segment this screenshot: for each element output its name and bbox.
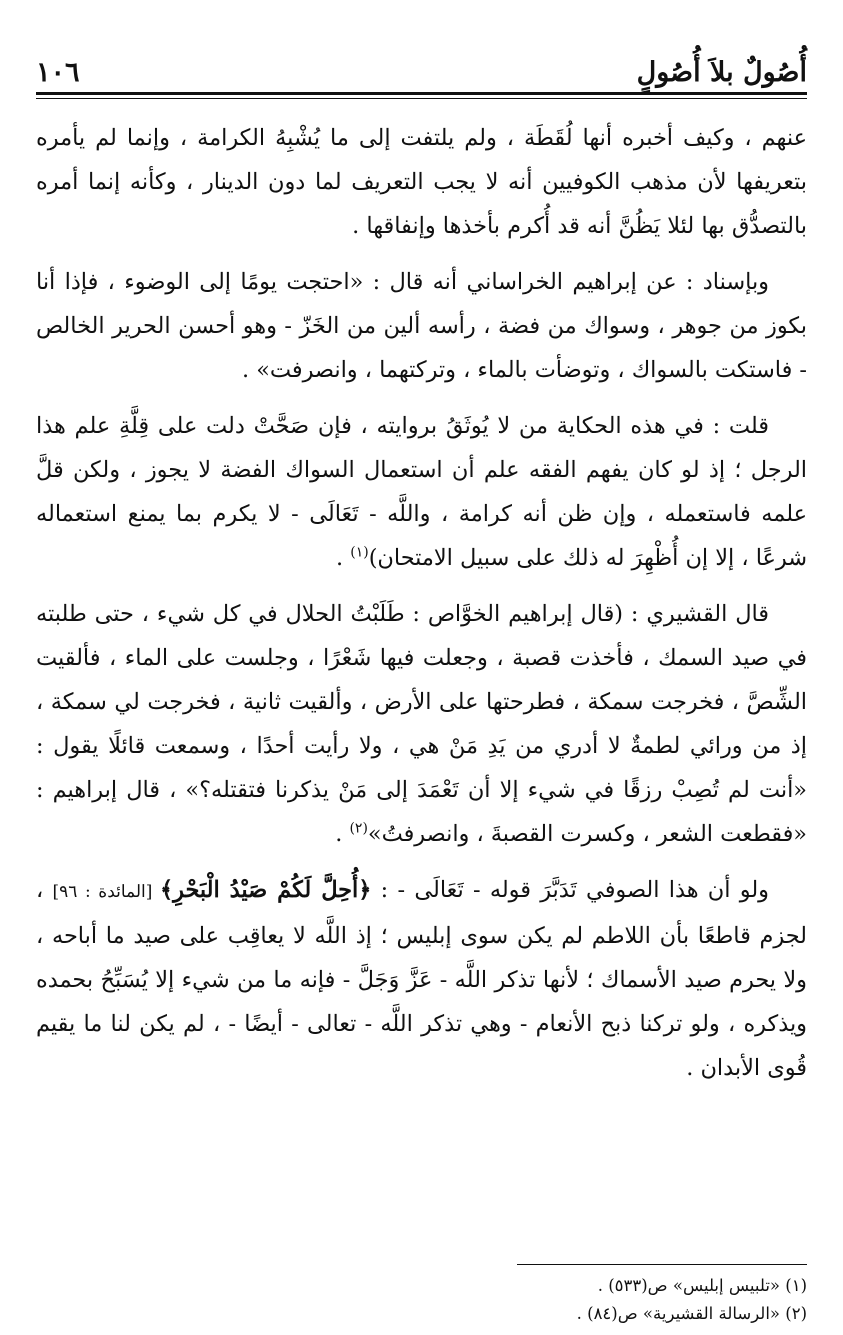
paragraph-3 xyxy=(36,404,807,580)
footnotes xyxy=(36,1272,807,1328)
paragraph-5-text-before: ولو أن هذا الصوفي تَدَبَّرَ قوله - تَعَالَى - : xyxy=(371,877,769,903)
footnote-separator xyxy=(517,1264,807,1265)
paragraph-5-text-after: ، لجزم قاطعًا بأن اللاطم لم يكن سوى إبليس ؛ إذ اللَّه لا يعاقِب على صيد ما أباحه ، ولا يحرم صيد الأسماك ؛ لأنها تذكر اللَّه - عَزَّ وَجَلَّ - فإنه ما من شيء إلا يُسَبِّحُ بحمده ويذكره ، ولو تركنا ذبح الأنعام - وهي تذكر اللَّه - تعالى - أيضًا - ، لم يكن لنا ما يقيم قُوى الأبدان . xyxy=(36,877,807,1081)
paragraph-3-text: قلت : في هذه الحكاية من لا يُوثَقُ بروايته ، فإن صَحَّتْ دلت على قِلَّةِ علم هذا الرجل ؛ إذ لو كان يفهم الفقه علم أن استعمال السواك الفضة لا يجوز ، ولكن قلَّ علمه فاستعمله ، وإن ظن أنه كرامة ، واللَّه - تَعَالَى - لا يكرم بما يمنع استعماله شرعًا ، إلا إن أُظْهِرَ له ذلك على سبيل الامتحان) xyxy=(36,413,807,571)
running-title: أُصُولٌ بلاَ أُصُولٍ xyxy=(636,57,807,88)
page-header xyxy=(36,40,807,88)
footnote-ref-1[interactable]: (١) xyxy=(350,544,369,561)
paragraph-1-text: عنهم ، وكيف أخبره أنها لُقَطَة ، ولم يلتفت إلى ما يُشْبِهُ الكرامة ، وإنما لم يأمره بتعريفها لأن مذهب الكوفيين أنه لا يجب التعريف لما دون الدينار ، وكأنه إنما أمره بالتصدُّق بها لئلا يَظُنَّ أنه قد أُكرم بأخذها وإنفاقها . xyxy=(36,125,807,239)
paragraph-4 xyxy=(36,592,807,856)
quran-verse: ﴿أُحِلَّ لَكُمْ صَيْدُ الْبَحْرِ﴾ xyxy=(159,877,372,903)
paragraph-2 xyxy=(36,260,807,392)
paragraph-5 xyxy=(36,868,807,1090)
paragraph-2-text: وبإسناد : عن إبراهيم الخراساني أنه قال : «احتجت يومًا إلى الوضوء ، فإذا أنا بكوز من جوهر ، وسواك من فضة ، رأسه ألين من الخَزّ - وهو أحسن الحرير الخالص - فاستكت بالسواك ، وتوضأت بالماء ، وتركتهما ، وانصرفت» . xyxy=(36,269,807,383)
page-number: ١٠٦ xyxy=(36,57,80,88)
paragraph-1 xyxy=(36,116,807,248)
footnote-1: (١) «تلبيس إبليس» ص(٥٣٣) . xyxy=(597,1276,807,1295)
footnote-2: (٢) «الرسالة القشيرية» ص(٨٤) . xyxy=(576,1304,807,1323)
header-rule-thick xyxy=(36,92,807,95)
header-rule-thin xyxy=(36,98,807,99)
surah-reference: [المائدة : ٩٦] xyxy=(52,882,160,902)
paragraph-4-tail: . xyxy=(335,821,350,847)
body-text xyxy=(36,116,807,1096)
paragraph-4-text: قال القشيري : (قال إبراهيم الخوَّاص : طَلَبْتُ الحلال في كل شيء ، حتى طلبته في صيد السمك ، فأخذت قصبة ، وجعلت فيها شَعْرًا ، وجلست على الماء ، فألقيت الشِّصَّ ، فخرجت سمكة ، فطرحتها على الأرض ، وألقيت ثانية ، فخرجت لي سمكة ، إذ من ورائي لطمةٌ لا أدري من يَدِ مَنْ هي ، ولا رأيت أحدًا ، وسمعت قائلًا يقول : «أنت لم تُصِبْ رزقًا في شيء إلا أن تَعْمَدَ إلى مَنْ يذكرنا فتقتله؟» ، قال إبراهيم : «فقطعت الشعر ، وكسرت القصبةَ ، وانصرفتُ» xyxy=(36,601,807,847)
paragraph-3-tail: . xyxy=(335,545,351,571)
footnote-ref-2[interactable]: (٢) xyxy=(349,820,368,837)
